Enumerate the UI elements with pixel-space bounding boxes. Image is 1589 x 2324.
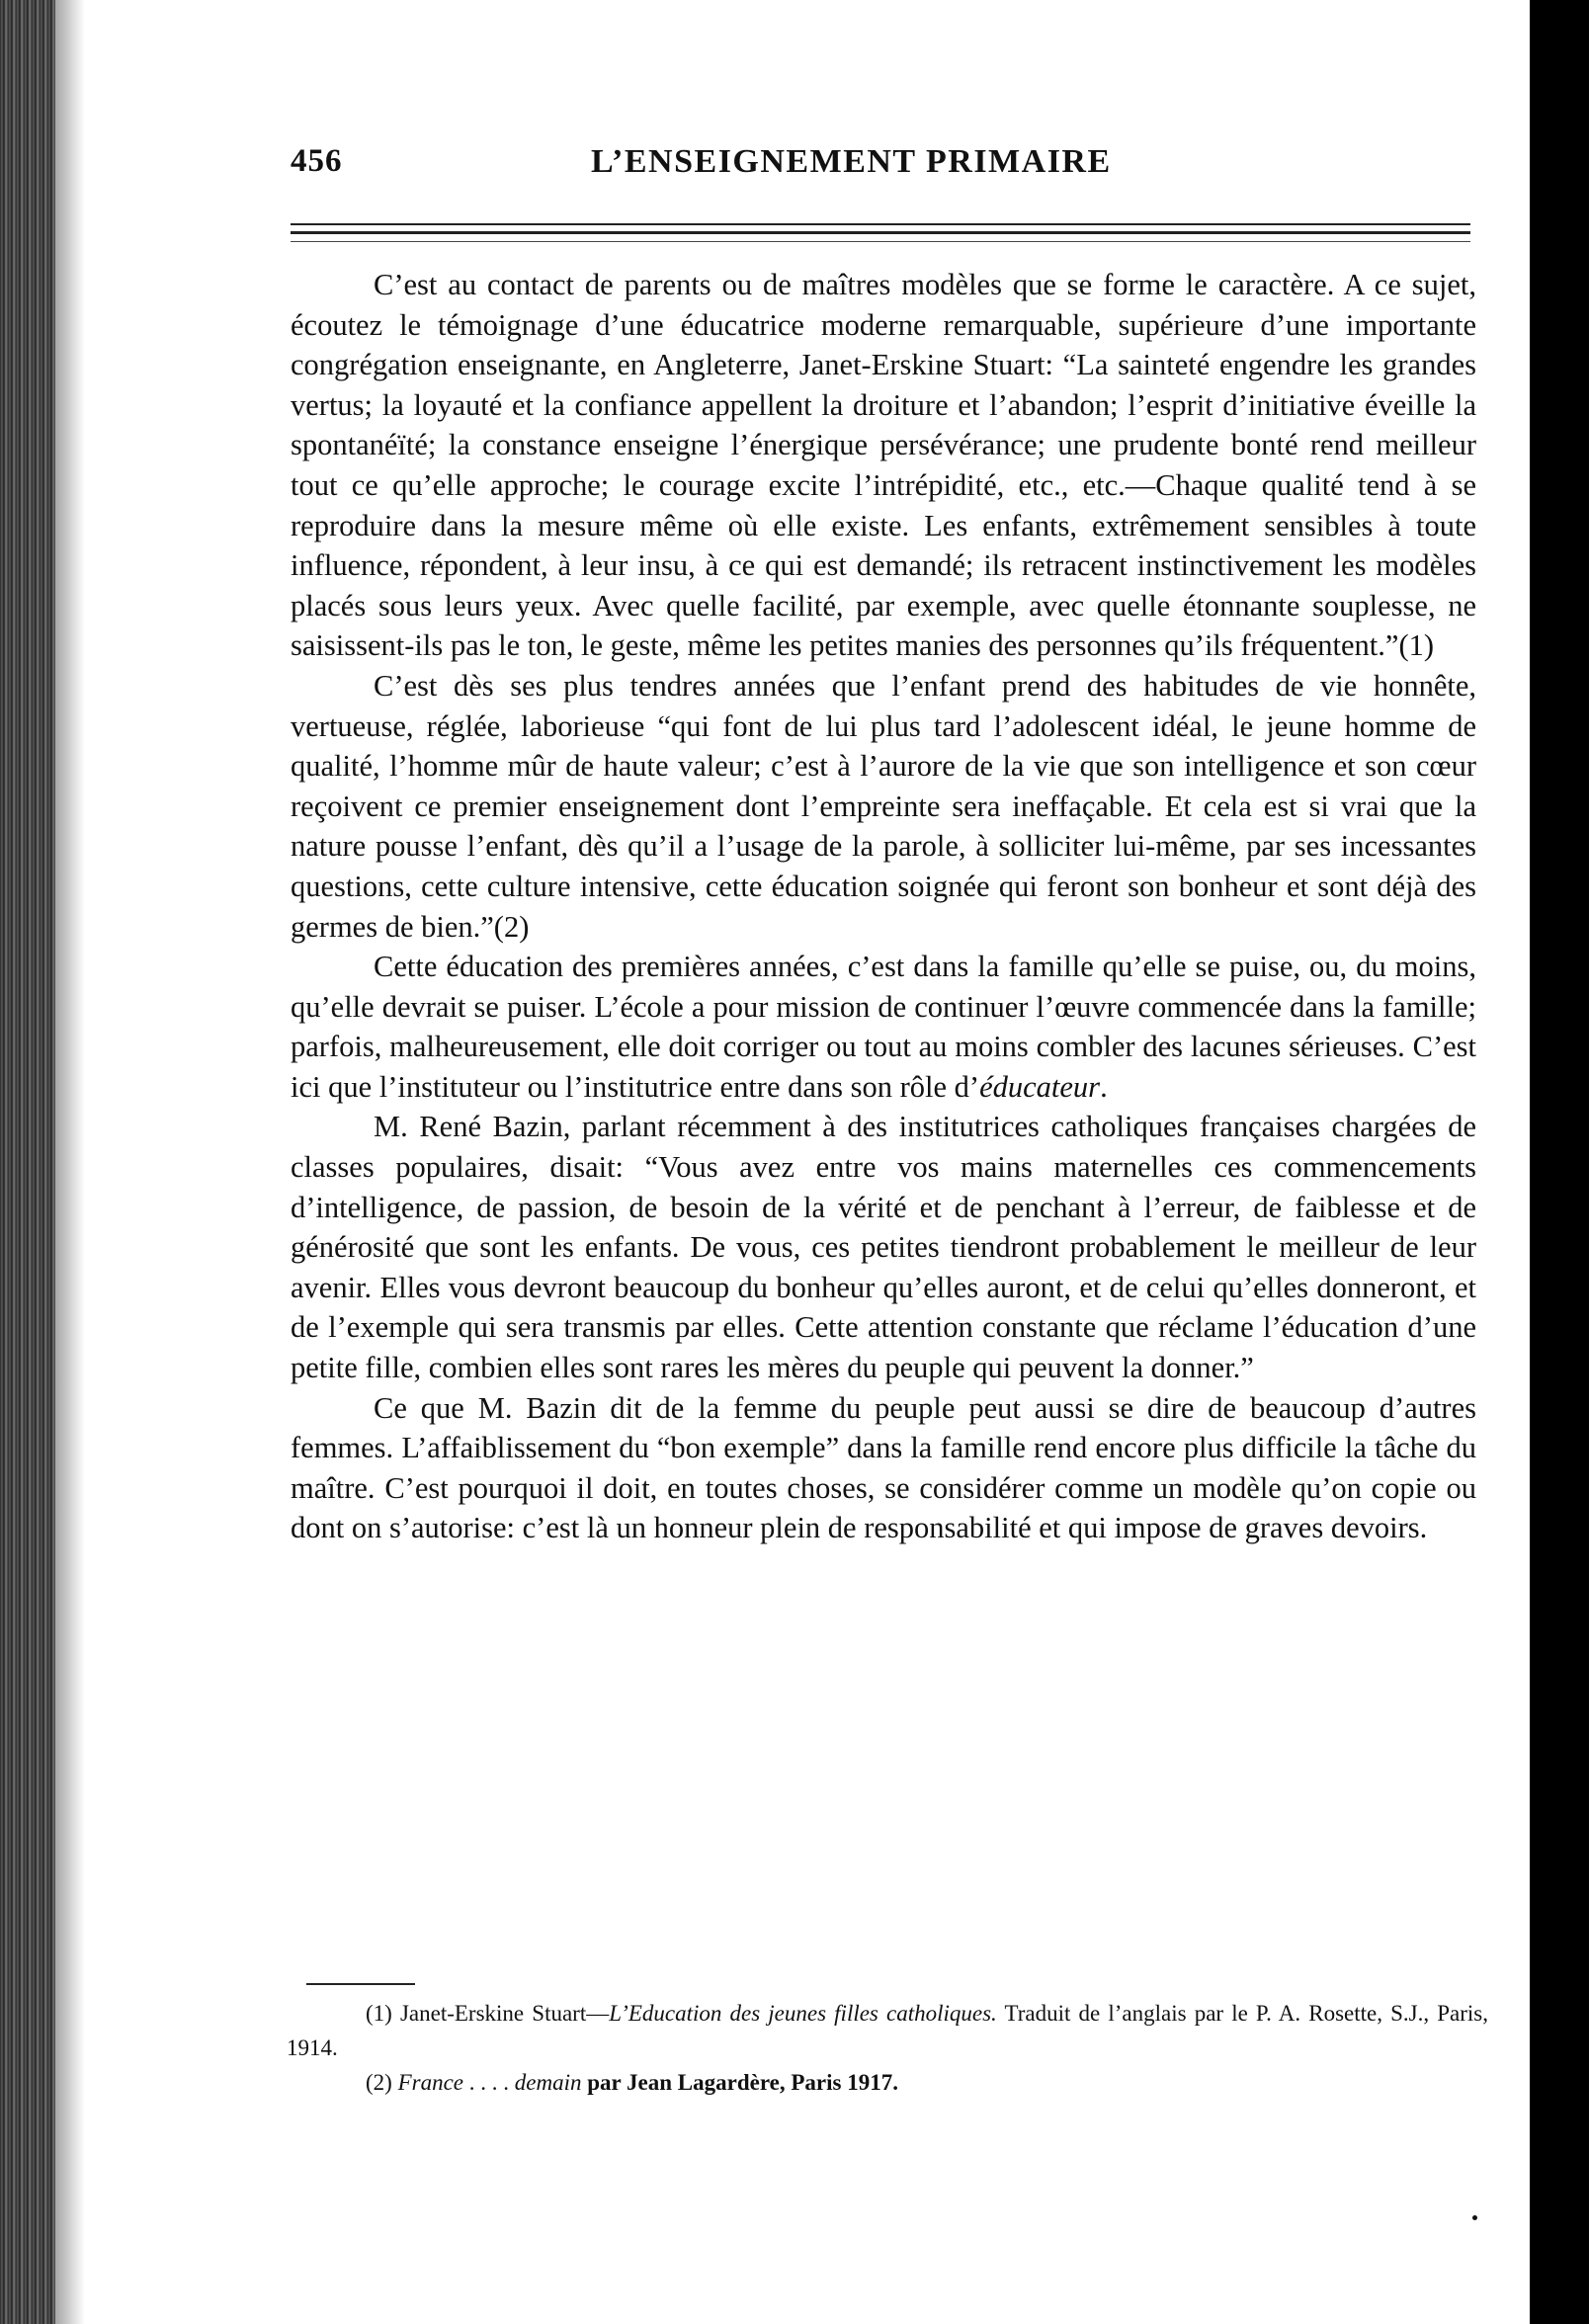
footnote [287, 1996, 1488, 2065]
running-head: L’ENSEIGNEMENT PRIMAIRE [591, 143, 1112, 180]
gutter-shadow [55, 0, 85, 2324]
footnote-dots: . . . . [463, 2070, 515, 2095]
footnote-marker: (1) [366, 2001, 392, 2026]
paragraph: Ce que M. Bazin dit de la femme du peuple peut aussi se dire de beaucoup d’autres femmes. L’affaiblissement du “bon exemple” dans la famille rend encore plus difficile la tâche du maître. C’est pourquoi il doit, en toutes choses, se considérer comme un modèle qu’on copie ou dont on s’autorise: c’est là un honneur plein de responsabilité et qui impose de graves devoirs. [291, 1390, 1476, 1545]
page-number: 456 [291, 143, 343, 179]
header-rule-thick [291, 231, 1470, 234]
book-spine-edge [0, 0, 55, 2324]
footnote-separator [306, 1983, 415, 1985]
emphasized-word: éducateur [979, 1069, 1101, 1104]
body-text [291, 265, 1476, 1548]
footnote-title: L’Education des jeunes filles catholiques. [609, 2001, 997, 2026]
header-rule-thin [291, 241, 1470, 242]
print-speck [1472, 2215, 1477, 2220]
paragraph [291, 947, 1476, 1107]
footnote-marker: (2) [366, 2070, 392, 2095]
paragraph: C’est au contact de parents ou de maîtres modèles que se forme le caractère. A ce sujet, écoutez le témoignage d’une éducatrice moderne remarquable, supérieure d’une importante congrégation enseignante, en Angleterre, Janet-Erskine Stuart: “La sainteté engendre les grandes vertus; la loyauté et la confiance appellent la droiture et l’abandon; l’esprit d’initiative éveille la spontanéïté; la constance enseigne l’énergique persévérance; une prudente bonté rend meilleur tout ce qu’elle approche; le courage excite l’intrépidité, etc., etc.—Chaque qualité tend à se reproduire dans la mesure même où elle existe. Les enfants, extrêmement sensibles à toute influence, répondent, à leur insu, à ce qui est demandé; ils retracent instinctivement les modèles placés sous leurs yeux. Avec quelle facilité, par exemple, avec quelle étonnante souplesse, ne saisissent-ils pas le ton, le geste, même les petites manies des personnes qu’ils fréquentent.”(1) [291, 268, 1476, 663]
footnote-title: France [397, 2070, 463, 2095]
footnote [287, 2065, 1488, 2100]
page-header [291, 143, 1476, 193]
footnote-text: Traduit de l’anglais par le P. A. Rosette, S.J., Paris, 1914. [287, 2001, 1488, 2060]
footnotes [287, 1996, 1488, 2100]
paragraph-text: . [1100, 1069, 1108, 1104]
header-rule [291, 223, 1470, 225]
paragraph-text: Cette éducation des premières années, c’est dans la famille qu’elle se puise, ou, du moins, qu’elle devrait se puiser. L’école a pour mission de continuer l’œuvre commencée dans la famille; parfois, malheureusement, elle doit corriger ou tout au moins combler des lacunes sérieuses. C’est ici que l’instituteur ou l’institutrice entre dans son rôle d’ [291, 950, 1476, 1104]
paragraph: C’est dès ses plus tendres années que l’enfant prend des habitudes de vie honnête, vertueuse, réglée, laborieuse “qui font de lui plus tard l’adolescent idéal, le jeune homme de qualité, l’homme mûr de haute valeur; c’est à l’aurore de la vie que son intelligence et son cœur reçoivent ce premier enseignement dont l’empreinte sera ineffaçable. Et cela est si vrai que la nature pousse l’enfant, dès qu’il a l’usage de la parole, à solliciter lui-même, par ses incessantes questions, cette culture intensive, cette éducation soignée qui feront son bonheur et sont déjà des germes de bien.”(2) [291, 668, 1476, 944]
paragraph: M. René Bazin, parlant récemment à des institutrices catholiques françaises chargées de classes populaires, disait: “Vous avez entre vos mains maternelles ces commencements d’intelligence, de passion, de besoin de la vérité et de penchant à l’erreur, de faiblesse et de générosité que sont les enfants. De vous, ces petites tiendront probablement le meilleur de leur avenir. Elles vous devront beaucoup du bonheur qu’elles auront, et de celui qu’elles donneront, et de l’exemple qui sera transmis par elles. Cette attention constante que réclame l’éducation d’une petite fille, combien elles sont rares les mères du peuple qui peuvent la donner.” [291, 1110, 1476, 1385]
footnote-title: demain [514, 2070, 582, 2095]
footnote-text: par Jean Lagardère, Paris 1917. [581, 2070, 898, 2095]
footnote-author: Janet-Erskine Stuart— [399, 2001, 610, 2026]
